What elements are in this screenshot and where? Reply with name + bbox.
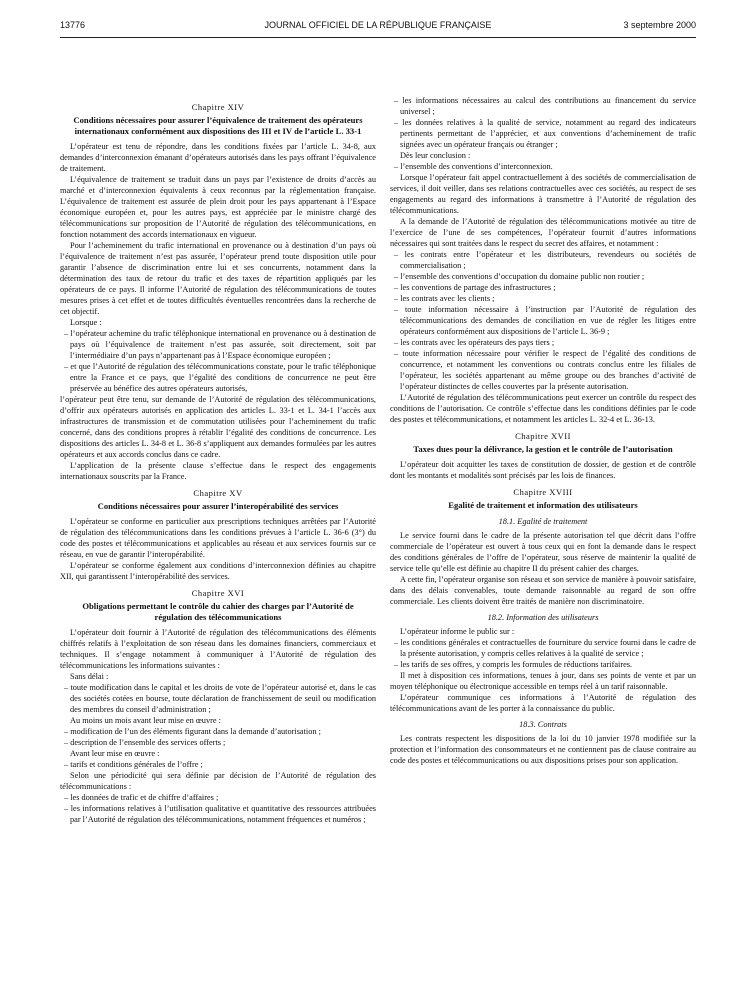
- list-item: – les informations relatives à l’utilisation qualitative et quantitative des ressources attribuées par l’Autorité de régulation des télécommunications, notamment fréquences et numéros ;: [64, 804, 376, 824]
- chapter-label: Chapitre XVIII: [513, 487, 573, 497]
- section-heading: 18.2. Information des utilisateurs: [487, 613, 599, 622]
- left-column: [60, 96, 376, 825]
- list-item: – toute information nécessaire à l’instruction par l’Autorité de régulation des télécommunications des demandes de conciliation en vue de régler les litiges entre opérateurs conformément aux dispositions de l’article L. 36-9 ;: [394, 305, 696, 336]
- paragraph: Dès leur conclusion :: [400, 151, 471, 160]
- chapter-title: Egalité de traitement et information des utilisateurs: [448, 500, 638, 510]
- chapter-title: Taxes dues pour la délivrance, la gestion et le contrôle de l’autorisation: [413, 444, 673, 454]
- paragraph: Sans délai :: [70, 672, 109, 681]
- paragraph: L’application de la présente clause s’effectue dans le respect des engagements internationaux souscrits par la France.: [60, 461, 376, 481]
- chapter-title: Conditions nécessaires pour assurer l’équivalence de traitement des opérateurs internationaux conformément aux dispositions des III et IV de l’article L. 33-1: [73, 115, 363, 136]
- list-item: – description de l’ensemble des services offerts ;: [64, 738, 226, 747]
- right-column: [390, 95, 696, 766]
- chapter-label: Chapitre XV: [193, 488, 243, 498]
- publication-date: 3 septembre 2000: [623, 20, 696, 30]
- paragraph: Lorsque :: [70, 318, 102, 327]
- paragraph: Lorsque l’opérateur fait appel contractuellement à des sociétés de commercialisation de services, il doit veiller, dans ses relations contractuelles avec ces sociétés, au respect de ses engagements au regard des informations à transmettre à l’Autorité de régulation des télécommunications.: [390, 173, 696, 215]
- paragraph: L’équivalence de traitement se traduit dans un pays par l’existence de droits d’accès au marché et d’interconnexion équivalents à ceux reconnus par la réglementation française. L’équivalence de traitement est assurée de plein droit pour les pays appartenant à l’Espace économique européen et, pour les autres pays, est appréciée par le ministre chargé des télécommunications sur proposition de l’Autorité de régulation des télécommunications, en fonction notamment des accords internationaux en vigueur.: [60, 175, 376, 239]
- list-item: – les contrats entre l’opérateur et les distributeurs, revendeurs ou sociétés de commercialisation ;: [394, 250, 696, 270]
- list-item: – tarifs et conditions générales de l’offre ;: [64, 760, 203, 769]
- paragraph: L’opérateur se conforme également aux conditions d’interconnexion définies au chapitre XII, qui garantissent l’interopérabilité des services.: [60, 561, 376, 581]
- paragraph: Le service fourni dans le cadre de la présente autorisation tel que décrit dans l’offre commerciale de l’opérateur est ouvert à tous ceux qui en font la demande dans le respect des conditions générales de l’offre de l’opérateur, sous réserve de maintenir la qualité de service telle qu’elle est définie au chapitre II du présent cahier des charges.: [390, 531, 696, 573]
- paragraph: A cette fin, l’opérateur organise son réseau et son service de manière à pouvoir satisfaire, dans des délais convenables, toute demande raisonnable au regard de son offre commerciale. Les clients doivent être traités de manière non discriminatoire.: [390, 575, 696, 606]
- list-item: – et que l’Autorité de régulation des télécommunications constate, pour le trafic téléphonique entre la France et ce pays, que l’égalité des conditions de concurrence ne peut être préservée au bénéfice des autres opérateurs autorisés,: [64, 362, 376, 393]
- list-item: – l’opérateur achemine du trafic téléphonique international en provenance ou à destination de pays où l’équivalence de traitement n’est pas assurée, soit directement, soit par l’intermédiaire d’un pays n’appartenant pas à l’Espace économique européen ;: [64, 329, 376, 360]
- paragraph: Les contrats respectent les dispositions de la loi du 10 janvier 1978 modifiée sur la protection et l’information des consommateurs et ne contiennent pas de clause contraire au code des postes et télécommunications ou aux dispositions prises pour son application.: [390, 734, 696, 765]
- list-item: – l’ensemble des conventions d’occupation du domaine public non routier ;: [394, 272, 645, 281]
- paragraph: Il met à disposition ces informations, tenues à jour, dans ses points de vente et par un moyen téléphonique ou électronique accessible en temps réel à un tarif raisonnable.: [390, 671, 696, 691]
- paragraph: l’opérateur peut être tenu, sur demande de l’Autorité de régulation des télécommunications, d’offrir aux opérateurs autorisés en application des articles L. 33-1 et L. 34-1 l’accès aux infrastructures de transmission et de commutation utilisées pour l’acheminement du trafic concerné, dans des conditions propres à rétablir l’égalité des conditions de concurrence. Les dispositions des articles L. 34-8 et L. 36-8 s’appliquent aux demandes formulées par les autres opérateurs et aux accords conclus dans ce cadre.: [60, 395, 376, 459]
- section-heading: 18.1. Egalité de traitement: [498, 517, 588, 526]
- list-item: – les informations nécessaires au calcul des contributions au financement du service universel ;: [394, 96, 696, 116]
- paragraph: L’opérateur communique ces informations à l’Autorité de régulation des télécommunications avant de les porter à la connaissance du public.: [390, 693, 696, 713]
- chapter-label: Chapitre XVI: [191, 588, 245, 598]
- list-item: – toute modification dans le capital et les droits de vote de l’opérateur autorisé et, dans le cas des sociétés cotées en bourse, toute déclaration de franchissement de seuil ou modification des membres du conseil d’administration ;: [64, 683, 376, 714]
- list-item: – les conditions générales et contractuelles de fourniture du service fourni dans le cadre de la présente autorisation, y compris celles relatives à la qualité de service ;: [394, 638, 696, 658]
- paragraph: Avant leur mise en œuvre :: [70, 749, 160, 758]
- list-item: – les contrats avec les clients ;: [394, 294, 495, 303]
- paragraph: L’opérateur se conforme en particulier aux prescriptions techniques arrêtées par l’Autorité de régulation des télécommunications dans les conditions prévues à l’article L. 36-6 (3°) du code des postes et télécommunications et applicables au réseau et aux services fournis sur ce réseau, en vue de garantir l’interopérabilité.: [60, 517, 376, 559]
- chapter-label: Chapitre XIV: [191, 102, 245, 112]
- list-item: – les conventions de partage des infrastructures ;: [394, 283, 556, 292]
- paragraph: L’opérateur doit fournir à l’Autorité de régulation des télécommunications des éléments chiffrés relatifs à l’exploitation de son réseau dans les domaines financiers, commerciaux et techniques. Il s’engage notamment à communiquer à l’Autorité de régulation des télécommunications les informations suivantes :: [60, 628, 376, 670]
- chapter-title: Obligations permettant le contrôle du cahier des charges par l’Autorité de régulation des télécommunications: [82, 601, 354, 622]
- page-number: 13776: [60, 20, 86, 30]
- paragraph: L’opérateur doit acquitter les taxes de constitution de dossier, de gestion et de contrôle dont les montants et modalités sont précisés par les lois de finances.: [390, 460, 696, 480]
- paragraph: A la demande de l’Autorité de régulation des télécommunications motivée au titre de l’exercice de l’une de ses compétences, l’opérateur fournit d’autres informations nécessaires qui sont traitées dans le respect du secret des affaires, et notamment :: [390, 217, 696, 248]
- paragraph: L’opérateur est tenu de répondre, dans les conditions fixées par l’article L. 34-8, aux demandes d’interconnexion émanant d’opérateurs autorisés dans les pays offrant l’équivalence de traitement.: [60, 142, 376, 173]
- chapter-label: Chapitre XVII: [515, 431, 571, 441]
- chapter-title: Conditions nécessaires pour assurer l’interopérabilité des services: [97, 501, 339, 511]
- list-item: – les contrats avec les opérateurs des pays tiers ;: [394, 338, 555, 347]
- page-header: [60, 20, 696, 36]
- list-item: – les données de trafic et de chiffre d’affaires ;: [64, 793, 219, 802]
- section-heading: 18.3. Contrats: [519, 720, 567, 729]
- list-item: – modification de l’un des éléments figurant dans la demande d’autorisation ;: [64, 727, 321, 736]
- paragraph: Selon une périodicité qui sera définie par décision de l’Autorité de régulation des télécommunications :: [60, 771, 376, 791]
- paragraph: L’opérateur informe le public sur :: [400, 627, 515, 636]
- list-item: – les tarifs de ses offres, y compris les formules de réductions tarifaires.: [394, 660, 633, 669]
- paragraph: Pour l’acheminement du trafic international en provenance ou à destination d’un pays où l’équivalence de traitement n’est pas assurée, l’opérateur prend toute disposition utile pour garantir l’absence de discrimination entre lui et ses concurrents, notamment dans la détermination des taux de retour du trafic et des taxes de répartition appliqués par les opérateurs de ce pays. Il informe l’Autorité de régulation des télécommunications de toutes mesures prises à cet effet et de toutes difficultés éventuelles rencontrées dans la recherche de cet objectif.: [60, 241, 376, 316]
- header-rule: [60, 37, 696, 38]
- paragraph: L’Autorité de régulation des télécommunications peut exercer un contrôle du respect des conditions de l’autorisation. Ce contrôle s’effectue dans les conditions définies par le code des postes et télécommunications, et notamment les articles L. 32-4 et L. 36-13.: [390, 393, 696, 424]
- list-item: – les données relatives à la qualité de service, notamment au regard des indicateurs pertinents permettant de l’apprécier, et aux conventions d’acheminement de trafic signées avec un opérateur français ou étranger ;: [394, 118, 696, 149]
- journal-title: JOURNAL OFFICIEL DE LA RÉPUBLIQUE FRANÇAISE: [264, 20, 492, 30]
- list-item: – toute information nécessaire pour vérifier le respect de l’égalité des conditions de concurrence, et notamment les conventions ou contrats conclus entre les filiales de l’opérateur, les sociétés appartenant au même groupe ou des branches d’activité de l’opérateur distinctes de celles couvertes par la présente autorisation.: [394, 349, 696, 391]
- list-item: – l’ensemble des conventions d’interconnexion.: [394, 162, 553, 171]
- paragraph: Au moins un mois avant leur mise en œuvre :: [70, 716, 221, 725]
